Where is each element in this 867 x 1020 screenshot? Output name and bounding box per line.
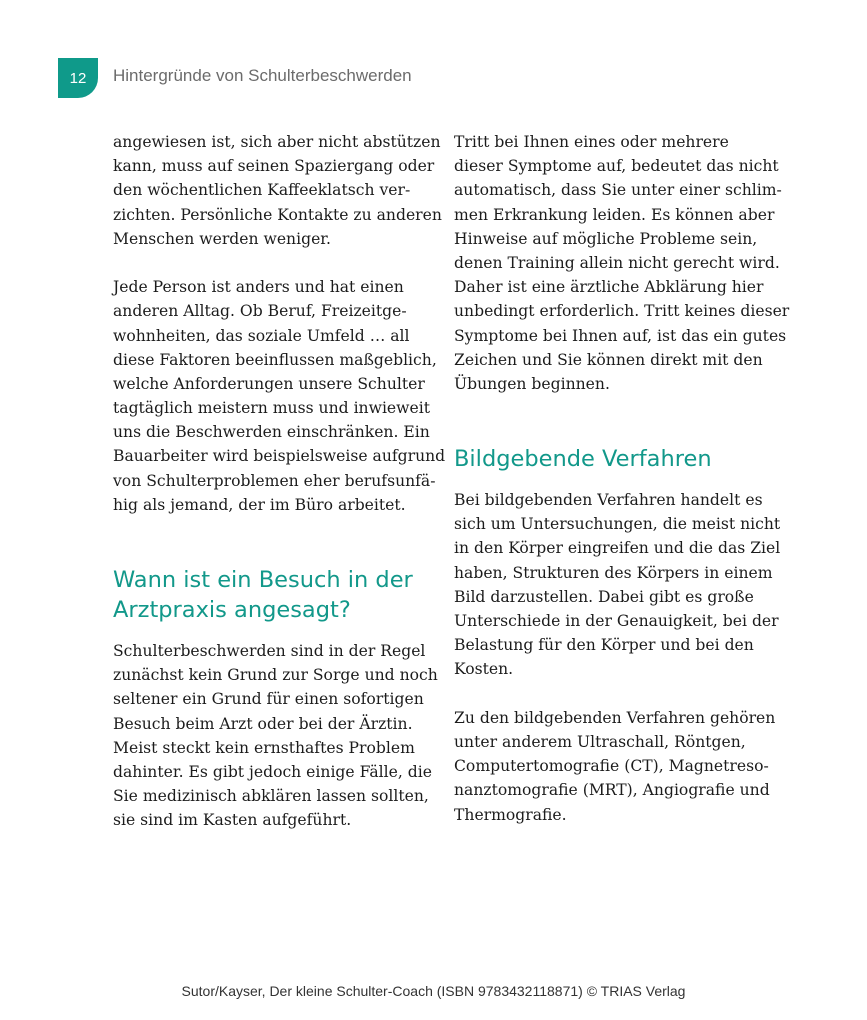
text-line: Übungen beginnen. [454,374,610,393]
text-line: dahinter. Es gibt jedoch einige Fälle, die [113,762,432,781]
text-line: Zeichen und Sie können direkt mit den [454,350,763,369]
text-line: hig als jemand, der im Büro arbeitet. [113,495,406,514]
text-line: Unterschiede in der Genauigkeit, bei der [454,612,779,630]
text-line: Belastung für den Körper und bei den [454,636,754,655]
text-line: seltener ein Grund für einen sofortigen [113,690,424,709]
text-line: men Erkrankung leiden. Es können aber [454,205,775,224]
right-column [454,130,790,827]
page-number: 12 [69,69,87,87]
text-line: nanztomografie (MRT), Angiografie und [454,781,770,800]
text-line: tagtäglich meistern muss und inwieweit [113,399,430,418]
page-number-tab [58,58,98,98]
text-line: unbedingt erforderlich. Tritt keines dieser [454,302,790,321]
text-line: zunächst kein Grund zur Sorge und noch [113,666,438,685]
text-line: Daher ist eine ärztliche Abklärung hier [454,278,764,297]
left-column [113,130,446,833]
text-line: wohnheiten, das soziale Umfeld … all [113,326,410,345]
text-line: Besuch beim Arzt oder bei der Ärztin. [113,714,413,733]
text-line: Bauarbeiter wird beispielsweise aufgrund [113,447,446,466]
left-paragraph-2 [113,275,446,517]
right-paragraph-2 [454,488,781,682]
text-line: Jede Person ist anders und hat einen [113,278,404,297]
text-line: Computertomografie (CT), Magnetreso- [454,757,769,776]
text-line: den wöchentlichen Kaffeeklatsch ver- [113,181,411,200]
text-line: von Schulterproblemen eher berufsunfä- [113,471,436,490]
right-paragraph-1 [454,130,790,396]
text-line: dieser Symptome auf, bedeutet das nicht [454,157,779,176]
text-line: in den Körper eingreifen und die das Ziel [454,539,781,558]
text-line: Menschen werden weniger. [113,229,331,248]
text-line: uns die Beschwerden einschränken. Ein [113,423,430,442]
running-title: Hintergründe von Schulterbeschwerden [113,66,412,85]
text-line: Zu den bildgebenden Verfahren gehören [454,708,776,727]
text-line: kann, muss auf seinen Spaziergang oder [113,157,435,176]
right-paragraph-3 [454,706,774,827]
text-line: welche Anforderungen unsere Schulter [113,374,425,393]
text-line: sie sind im Kasten aufgeführt. [113,811,352,830]
heading-line: Wann ist ein Besuch in der [113,567,413,593]
text-line: Thermografie. [454,805,567,824]
left-paragraph-1 [113,130,442,251]
text-line: Tritt bei Ihnen eines oder mehrere [454,133,729,151]
text-line: Kosten. [454,660,514,679]
text-line: sich um Untersuchungen, die meist nicht [454,515,781,534]
heading-line: Arztpraxis angesagt? [113,597,351,623]
text-line: Bei bildgebenden Verfahren handelt es [454,491,763,510]
text-line: Meist steckt kein ernsthaftes Problem [113,738,415,757]
text-line: unter anderem Ultraschall, Röntgen, [454,732,746,751]
footer-citation: Sutor/Kayser, Der kleine Schulter-Coach (ISBN 9783432118871) © TRIAS Verlag [181,983,686,999]
section-heading-bildgebende-verfahren: Bildgebende Verfahren [454,446,712,473]
text-line: Sie medizinisch abklären lassen sollten, [113,787,429,806]
left-paragraph-3 [113,639,438,833]
text-line: zichten. Persönliche Kontakte zu anderen [113,205,442,224]
text-line: denen Training allein nicht gerecht wird. [454,253,780,272]
section-heading-arztpraxis [113,565,433,625]
text-line: diese Faktoren beeinflussen maßgeblich, [113,350,437,369]
text-line: Bild darzustellen. Dabei gibt es große [454,587,754,606]
text-line: Hinweise auf mögliche Probleme sein, [454,229,758,248]
text-line: anderen Alltag. Ob Beruf, Freizeitge- [113,302,407,321]
text-line: Symptome bei Ihnen auf, ist das ein gutes [454,326,787,345]
text-line: angewiesen ist, sich aber nicht abstützen [113,133,441,151]
text-line: Schulterbeschwerden sind in der Regel [113,642,426,660]
text-line: haben, Strukturen des Körpers in einem [454,563,773,582]
text-line: automatisch, dass Sie unter einer schlim- [454,181,782,200]
